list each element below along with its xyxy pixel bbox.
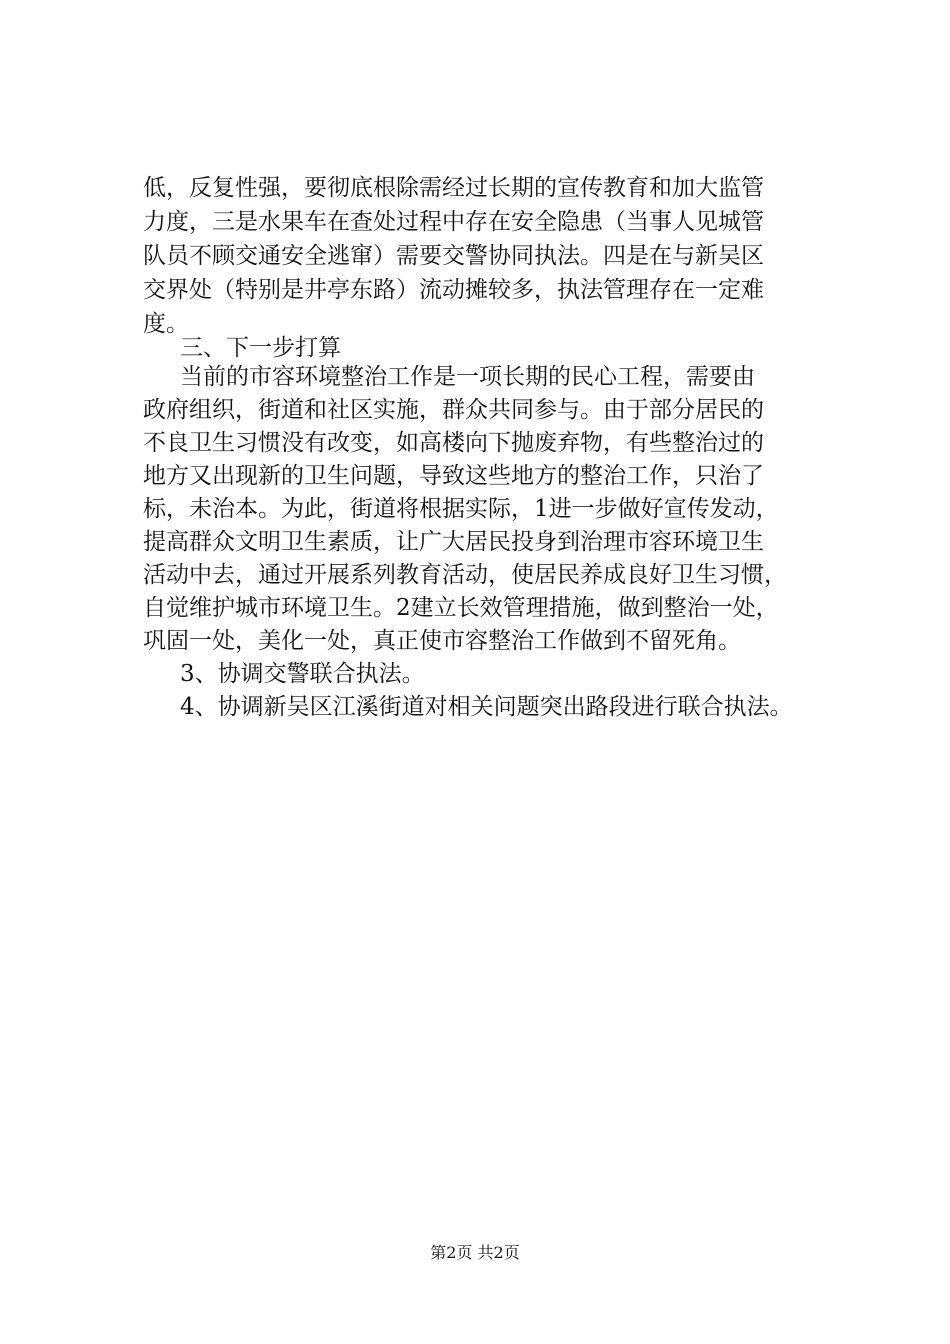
text-line: 标，未治本。为此，街道将根据实际，1进一步做好宣传发动， xyxy=(143,496,779,522)
text-line: 交界处（特别是井亭东路）流动摊较多，执法管理存在一定难 xyxy=(143,277,764,303)
text-line: 提高群众文明卫生素质，让广大居民投身到治理市容环境卫生 xyxy=(143,529,764,555)
text-line: 力度，三是水果车在查处过程中存在安全隐患（当事人见城管 xyxy=(143,209,764,235)
text-line: 队员不顾交通安全逃窜）需要交警协同执法。四是在与新吴区 xyxy=(143,243,764,269)
section-heading: 三、下一步打算 xyxy=(180,335,341,361)
text-line: 度。 xyxy=(143,311,189,337)
paragraph-first-line: 当前的市容环境整治工作是一项长期的民心工程，需要由 xyxy=(180,364,755,390)
list-item: 3、协调交警联合执法。 xyxy=(180,661,425,687)
page-number-footer: 第2页 共2页 xyxy=(430,1243,520,1262)
text-line: 不良卫生习惯没有改变，如高楼向下抛废弃物，有些整治过的 xyxy=(143,430,764,456)
text-line: 低，反复性强，要彻底根除需经过长期的宣传教育和加大监管 xyxy=(143,175,764,201)
text-line: 巩固一处，美化一处，真正使市容整治工作做到不留死角。 xyxy=(143,628,741,654)
text-line: 活动中去，通过开展系列教育活动，使居民养成良好卫生习惯， xyxy=(143,562,787,588)
text-line: 地方又出现新的卫生问题，导致这些地方的整治工作，只治了 xyxy=(143,463,764,489)
text-line: 政府组织，街道和社区实施，群众共同参与。由于部分居民的 xyxy=(143,397,764,423)
text-line: 自觉维护城市环境卫生。2建立长效管理措施，做到整治一处， xyxy=(143,595,779,621)
list-item: 4、协调新吴区江溪街道对相关问题突出路段进行联合执法。 xyxy=(180,694,793,720)
